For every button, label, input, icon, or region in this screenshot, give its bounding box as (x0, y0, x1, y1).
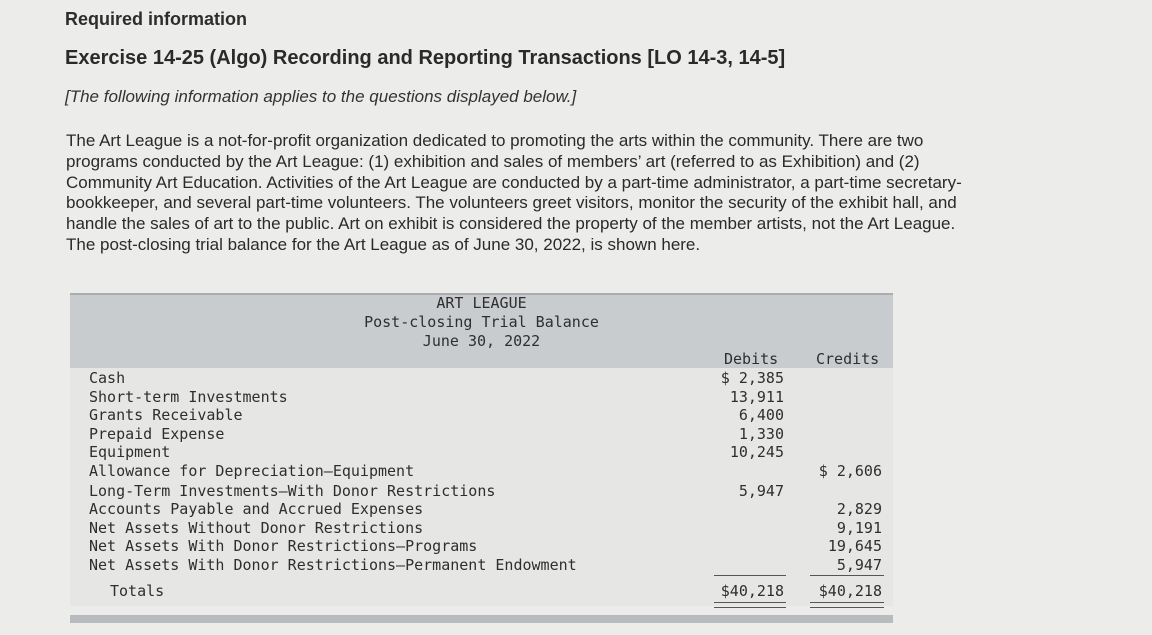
totals-row (70, 582, 893, 601)
account-name: Long-Term Investments—With Donor Restrictions (89, 481, 496, 500)
credits-column-header: Credits (816, 350, 880, 368)
account-name: Net Assets Without Donor Restrictions (89, 518, 424, 537)
debit-amount: $ 2,385 (720, 369, 784, 387)
table-row (70, 482, 893, 501)
description-line: Community Art Education. Activities of the Art League are conducted by a part-time administrator, a part-time secretary- (66, 172, 962, 192)
debit-total-double-rule (714, 602, 786, 608)
account-name: Cash (89, 369, 126, 387)
description-line: bookkeeper, and several part-time volunteers. The volunteers greet visitors, monitor the security of the exhibit hall, and (66, 193, 957, 213)
table-row (70, 519, 893, 538)
table-bottom-bar (70, 615, 893, 623)
description-line: The post-closing trial balance for the Art League as of June 30, 2022, is shown here. (66, 234, 701, 254)
exercise-title: Exercise 14-25 (Algo) Recording and Reporting Transactions [LO 14-3, 14-5] (65, 47, 786, 69)
account-name: Grants Receivable (89, 406, 243, 425)
entity-name: ART LEAGUE (436, 294, 527, 312)
debit-amount: 10,245 (729, 443, 784, 462)
credit-amount: $ 2,606 (818, 462, 882, 480)
total-credits: $40,218 (818, 582, 882, 600)
credit-amount: 5,947 (836, 556, 882, 574)
credit-total-double-rule (810, 602, 884, 608)
statement-name: Post-closing Trial Balance (364, 313, 599, 331)
account-name: Short-term Investments (89, 387, 288, 406)
debit-amount: 5,947 (738, 481, 784, 500)
trial-balance-table (70, 293, 895, 623)
debits-column-header: Debits (724, 350, 779, 368)
credit-subtotal-rule (810, 575, 884, 576)
problem-description (66, 131, 1141, 256)
account-name: Allowance for Depreciation—Equipment (89, 462, 415, 480)
totals-label: Totals (110, 582, 165, 600)
debit-amount: 6,400 (738, 406, 784, 425)
account-name: Equipment (89, 443, 171, 462)
table-row (70, 500, 893, 519)
description-line: programs conducted by the Art League: (1) exhibition and sales of members’ art (referred to as Exhibition) and (2) (66, 151, 920, 171)
account-name: Prepaid Expense (89, 424, 225, 443)
table-row (70, 369, 893, 388)
table-row (70, 406, 893, 425)
account-name: Accounts Payable and Accrued Expenses (89, 500, 424, 519)
required-information-heading: Required information (65, 9, 248, 29)
description-line: handle the sales of art to the public. Art on exhibit is considered the property of the member artists, not the Art League. (66, 214, 956, 234)
applies-note: [The following information applies to the questions displayed below.] (65, 87, 577, 106)
debit-amount: 1,330 (738, 424, 784, 443)
table-row (70, 462, 893, 481)
credit-amount: 2,829 (836, 500, 882, 519)
table-row (70, 537, 893, 556)
total-debits: $40,218 (720, 582, 784, 600)
statement-date: June 30, 2022 (422, 332, 541, 350)
table-row (70, 388, 893, 407)
account-name: Net Assets With Donor Restrictions—Programs (89, 537, 478, 556)
debit-amount: 13,911 (729, 387, 784, 406)
description-line: The Art League is a not-for-profit organization dedicated to promoting the arts within the community. There are two (66, 131, 924, 150)
credit-amount: 9,191 (836, 518, 882, 537)
table-row (70, 425, 893, 444)
credit-amount: 19,645 (827, 537, 882, 556)
table-row (70, 443, 893, 462)
table-row (70, 556, 893, 575)
account-name: Net Assets With Donor Restrictions—Permanent Endowment (89, 556, 577, 574)
debit-subtotal-rule (714, 575, 786, 576)
